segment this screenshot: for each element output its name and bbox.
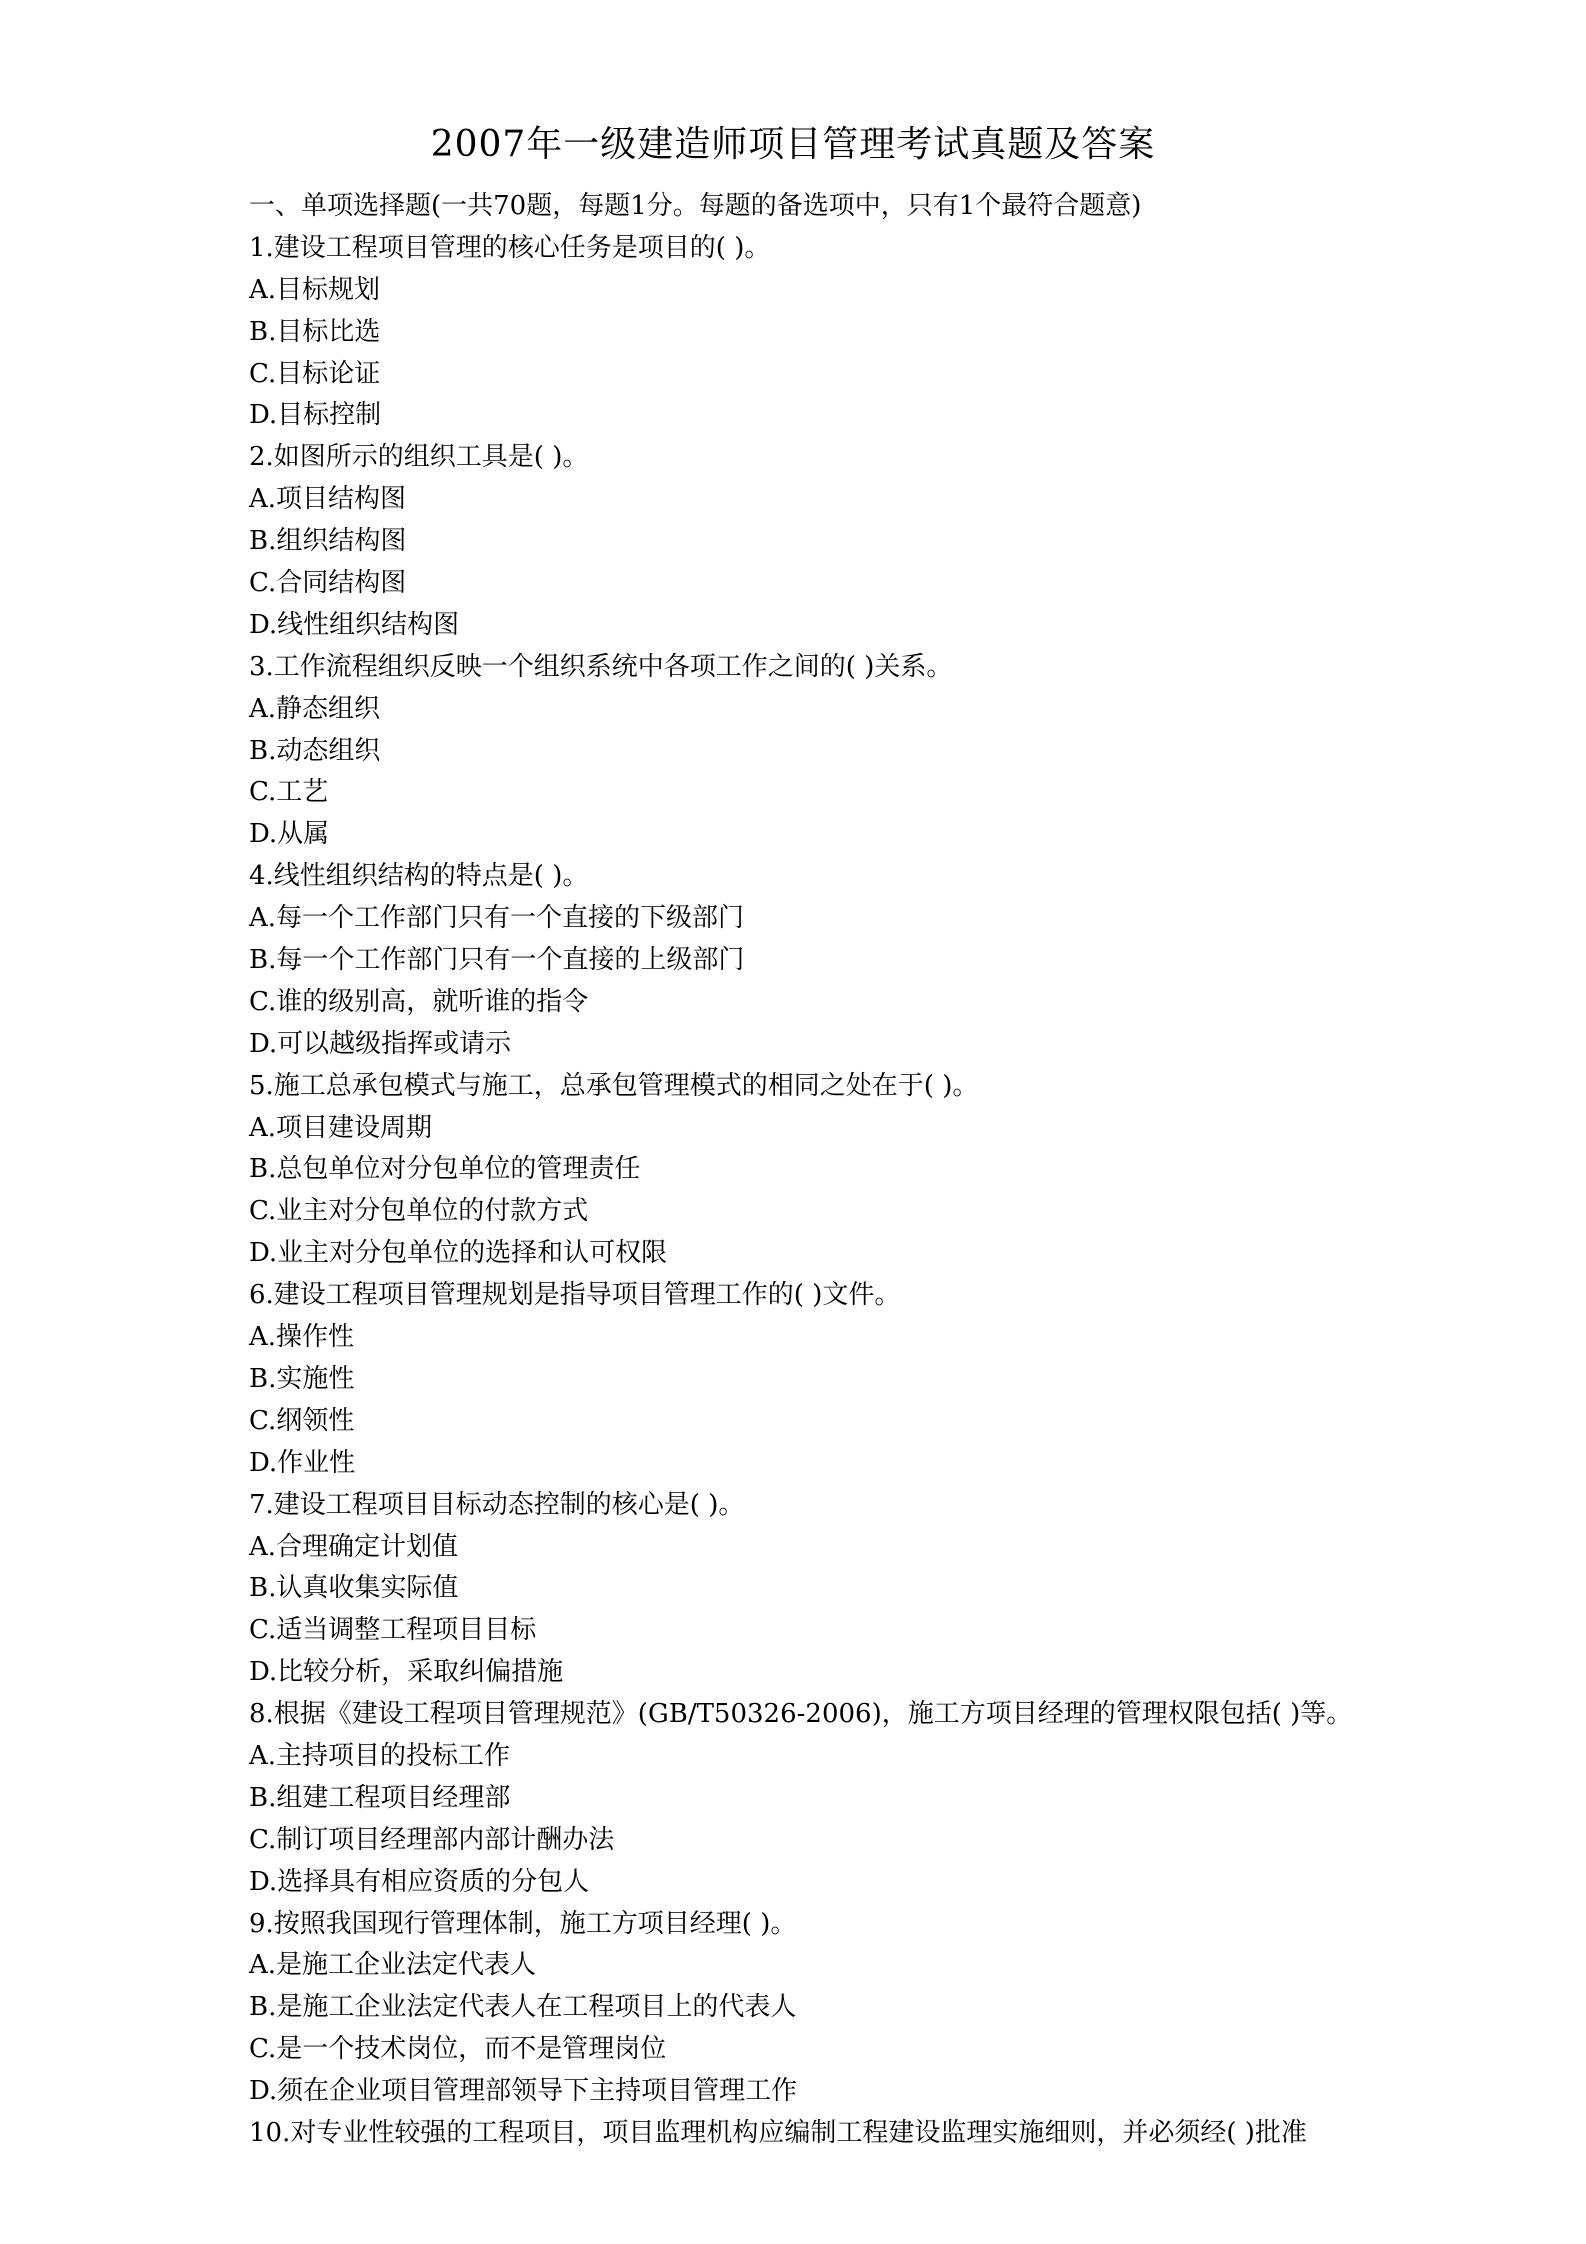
text-line: 9.按照我国现行管理体制，施工方项目经理( )。	[249, 1908, 797, 1939]
text-line: A.主持项目的投标工作	[249, 1740, 511, 1771]
text-line: D.目标控制	[249, 400, 382, 431]
text-line: B.是施工企业法定代表人在工程项目上的代表人	[249, 1992, 797, 2023]
text-line: B.实施性	[249, 1363, 355, 1394]
text-line: 3.工作流程组织反映一个组织系统中各项工作之间的( )关系。	[249, 651, 953, 682]
text-line: A.操作性	[249, 1322, 355, 1353]
text-line: B.目标比选	[249, 316, 381, 347]
text-line: B.每一个工作部门只有一个直接的上级部门	[249, 945, 745, 976]
text-line: C.目标论证	[249, 358, 381, 389]
text-line: B.动态组织	[249, 735, 381, 766]
document-title: 2007年一级建造师项目管理考试真题及答案	[430, 124, 1156, 165]
text-line: 8.根据《建设工程项目管理规范》(GB/T50326-2006)，施工方项目经理的管理权限包括( )等。	[249, 1699, 1353, 1730]
text-line: D.须在企业项目管理部领导下主持项目管理工作	[249, 2076, 798, 2107]
text-line: D.线性组织结构图	[249, 609, 460, 640]
text-line: A.项目建设周期	[249, 1112, 433, 1143]
text-line: D.比较分析，采取纠偏措施	[249, 1657, 564, 1688]
text-line: 4.线性组织结构的特点是( )。	[249, 861, 589, 892]
text-line: C.工艺	[249, 777, 329, 808]
text-line: D.选择具有相应资质的分包人	[249, 1866, 590, 1897]
text-line: B.组织结构图	[249, 526, 407, 557]
text-line: C.业主对分包单位的付款方式	[249, 1196, 589, 1227]
text-line: B.组建工程项目经理部	[249, 1782, 511, 1813]
text-line: 1.建设工程项目管理的核心任务是项目的( )。	[249, 232, 771, 263]
text-line: 5.施工总承包模式与施工，总承包管理模式的相同之处在于( )。	[249, 1070, 979, 1101]
text-line: C.合同结构图	[249, 568, 407, 599]
text-line: 6.建设工程项目管理规划是指导项目管理工作的( )文件。	[249, 1280, 901, 1311]
text-line: C.纲领性	[249, 1405, 355, 1436]
document-body	[249, 186, 1509, 2155]
text-line: D.可以越级指挥或请示	[249, 1028, 512, 1059]
text-line: D.作业性	[249, 1447, 356, 1478]
text-line: B.认真收集实际值	[249, 1573, 459, 1604]
text-line: A.是施工企业法定代表人	[249, 1950, 537, 1981]
text-line: 2.如图所示的组织工具是( )。	[249, 442, 589, 473]
text-line: D.业主对分包单位的选择和认可权限	[249, 1238, 668, 1269]
text-line: B.总包单位对分包单位的管理责任	[249, 1154, 641, 1185]
text-line: A.静态组织	[249, 693, 381, 724]
section-heading: 一、单项选择题(一共70题，每题1分。每题的备选项中，只有1个最符合题意)	[249, 191, 1142, 221]
text-line: A.合理确定计划值	[249, 1531, 459, 1562]
text-line: C.谁的级别高，就听谁的指令	[249, 986, 589, 1017]
text-line: C.制订项目经理部内部计酬办法	[249, 1824, 615, 1855]
text-line: A.项目结构图	[249, 484, 407, 515]
text-line: C.适当调整工程项目目标	[249, 1615, 537, 1646]
text-line: C.是一个技术岗位，而不是管理岗位	[249, 2034, 667, 2065]
text-line: D.从属	[249, 819, 330, 850]
text-line: A.每一个工作部门只有一个直接的下级部门	[249, 903, 745, 934]
text-line: 7.建设工程项目目标动态控制的核心是( )。	[249, 1489, 745, 1520]
text-line: 10.对专业性较强的工程项目，项目监理机构应编制工程建设监理实施细则，并必须经( )批准	[249, 2117, 1307, 2148]
text-line: A.目标规划	[249, 274, 381, 305]
